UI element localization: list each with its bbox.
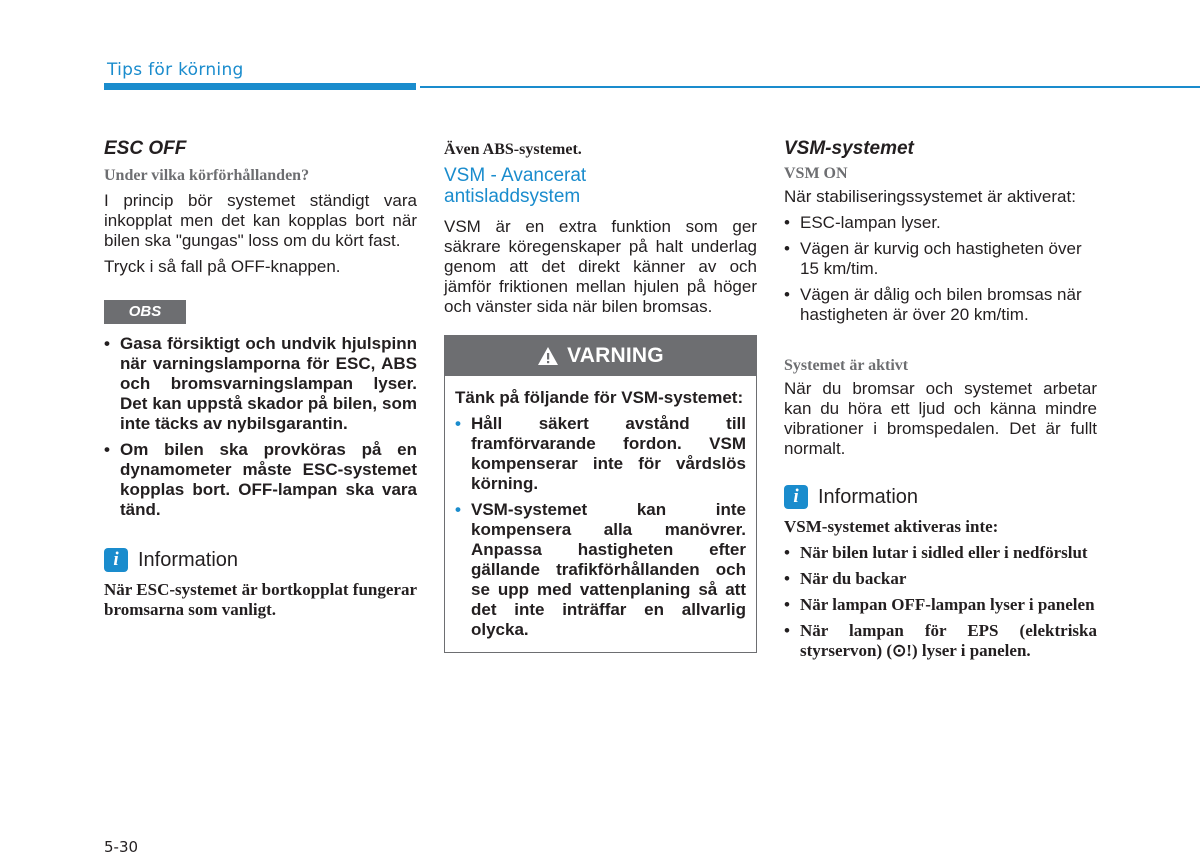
info-item: • När du backar	[784, 569, 1097, 589]
header-title: Tips för körning	[107, 60, 244, 80]
vsm-on-subheading: VSM ON	[784, 165, 848, 182]
obs-list	[104, 334, 417, 520]
info-text: När ESC-systemet är bortkopplat fungerar bromsarna som vanligt.	[104, 580, 417, 619]
info-item	[784, 621, 1097, 661]
page-number: 5-30	[104, 838, 139, 856]
esc-off-subheading: Under vilka körförhållanden?	[104, 167, 310, 184]
info-title: Information	[818, 485, 919, 508]
info-icon: i	[784, 485, 808, 509]
column-1	[104, 138, 417, 620]
info-item-text-end: ) lyser i panelen.	[911, 641, 1031, 660]
warning-item: • Håll säkert avstånd till framförvarande fordon. VSM kompenserar inte för vårdslös körning.	[455, 414, 746, 494]
info-item-text-start: När lampan för EPS (elektriska styrservon) (	[800, 621, 1097, 660]
vsm-system-heading: VSM-systemet	[784, 138, 914, 159]
info-list	[784, 543, 1097, 661]
warning-list	[455, 414, 746, 640]
warning-box	[444, 335, 757, 653]
warning-item: • VSM-systemet kan inte kompensera alla manövrer. Anpassa hastigheten efter gällande trafikförhållanden och se upp med vattenplaning så att det inte inträffar en allvarlig olycka.	[455, 500, 746, 640]
warning-triangle-icon	[537, 346, 559, 366]
warning-label: VARNING	[567, 344, 664, 367]
vsm-on-item: • Vägen är kurvig och hastigheten över 15 km/tim.	[784, 239, 1097, 279]
vsm-para: VSM är en extra funktion som ger säkrare köregenskaper på halt underlag genom att det direkt känner av och jämför friktionen mellan hjulen på höger och vänster sida när bilen bromsas.	[444, 217, 757, 316]
info-subheading: VSM-systemet aktiveras inte:	[784, 517, 999, 536]
vsm-heading-line2: antisladdsystem	[444, 186, 581, 207]
warning-body	[445, 376, 756, 652]
column-3	[784, 138, 1097, 661]
info-item: • När lampan OFF-lampan lyser i panelen	[784, 595, 1097, 615]
abs-intro: Även ABS-systemet.	[444, 141, 582, 158]
system-active-subheading: Systemet är aktivt	[784, 357, 909, 374]
system-active-para: När du bromsar och systemet arbetar kan du höra ett ljud och känna mindre vibrationer i bromspedalen. Det är fullt normalt.	[784, 379, 1097, 458]
esc-off-para2: Tryck i så fall på OFF-knappen.	[104, 257, 341, 276]
info-icon: i	[104, 548, 128, 572]
header-rule-thin	[420, 86, 1200, 88]
obs-item: • Om bilen ska provköras på en dynamometer måste ESC-systemet kopplas bort. OFF-lampan ska vara tänd.	[104, 440, 417, 520]
esc-off-heading: ESC OFF	[104, 138, 187, 159]
column-2	[444, 138, 757, 653]
info-item: • När bilen lutar i sidled eller i nedförslut	[784, 543, 1097, 563]
esc-off-para1: I princip bör systemet ständigt vara inkopplat men det kan kopplas bort när bilen ska "gungas" loss om du kört fast.	[104, 191, 417, 250]
vsm-heading	[444, 165, 757, 207]
vsm-on-item: • Vägen är dålig och bilen bromsas när hastigheten är över 20 km/tim.	[784, 285, 1097, 325]
eps-warning-icon: ⊙!	[892, 641, 912, 660]
info-block	[104, 548, 417, 572]
vsm-on-item: • ESC-lampan lyser.	[784, 213, 1097, 233]
vsm-on-para: När stabiliseringssystemet är aktiverat:	[784, 187, 1076, 206]
vsm-heading-line1: VSM - Avancerat	[444, 165, 587, 186]
vsm-on-list	[784, 213, 1097, 325]
obs-item: • Gasa försiktigt och undvik hjulspinn när varningslamporna för ESC, ABS och bromsvarningslampan lyser. Det kan uppstå skador på bilen, som inte täcks av nybilsgarantin.	[104, 334, 417, 434]
header-rule-thick	[104, 83, 416, 90]
info-block	[784, 485, 1097, 509]
warning-header	[445, 336, 756, 376]
warning-intro: Tänk på följande för VSM-systemet:	[455, 388, 744, 407]
obs-badge: OBS	[104, 300, 186, 324]
info-title: Information	[138, 548, 239, 571]
